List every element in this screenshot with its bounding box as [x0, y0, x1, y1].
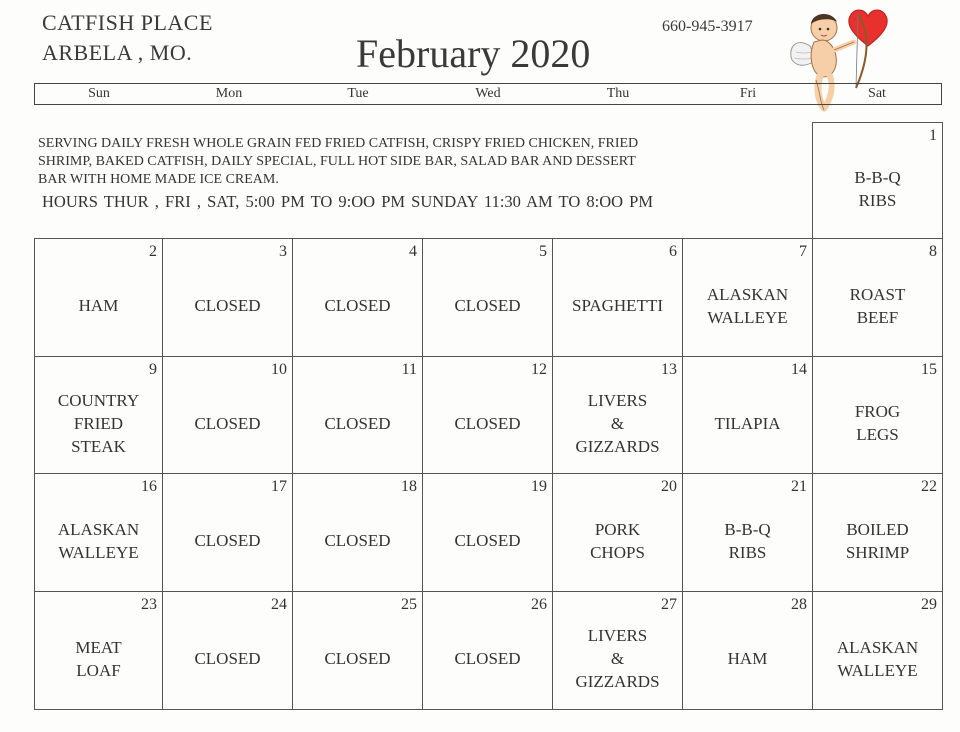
weekday-fri: Fri	[739, 86, 757, 101]
calendar-day-cell	[552, 473, 683, 592]
calendar-day-cell	[292, 356, 423, 474]
day-number: 20	[661, 478, 677, 495]
daily-special: CLOSED	[324, 531, 391, 550]
weekday-sun: Sun	[88, 86, 110, 101]
daily-special: SPAGHETTI	[572, 296, 663, 315]
daily-special: COUNTRY FRIED STEAK	[57, 390, 140, 456]
day-number: 9	[149, 361, 157, 378]
calendar-day-cell	[682, 356, 813, 474]
calendar-day-cell	[162, 473, 293, 592]
calendar-day-cell	[552, 238, 683, 357]
menu-description-line: SERVING DAILY FRESH WHOLE GRAIN FED FRIED CATFISH, CRISPY FRIED CHICKEN, FRIED	[38, 136, 639, 151]
calendar-day-cell	[682, 473, 813, 592]
calendar-title: February 2020	[356, 31, 591, 76]
daily-special: BOILED SHRIMP	[845, 519, 910, 562]
calendar-day-cell	[292, 473, 423, 592]
day-number: 1	[929, 127, 937, 144]
day-number: 23	[141, 596, 157, 613]
day-number: 15	[921, 361, 937, 378]
calendar-day-cell	[34, 238, 163, 357]
daily-special: FROG LEGS	[854, 402, 901, 444]
daily-special: CLOSED	[194, 296, 261, 315]
day-number: 2	[149, 243, 157, 260]
day-number: 21	[791, 478, 807, 495]
calendar-day-cell	[162, 238, 293, 357]
daily-special: CLOSED	[454, 296, 521, 315]
daily-special: MEAT LOAF	[75, 637, 122, 680]
daily-special: ALASKAN WALLEYE	[57, 519, 140, 562]
calendar-day-cell	[34, 473, 163, 592]
weekday-wed: Wed	[475, 86, 501, 101]
calendar-day-cell	[552, 591, 683, 710]
day-number: 4	[409, 243, 417, 260]
day-number: 19	[531, 478, 547, 495]
daily-special: CLOSED	[194, 413, 261, 433]
day-number: 16	[141, 478, 157, 495]
daily-special: CLOSED	[324, 413, 391, 433]
phone-number: 660-945-3917	[662, 18, 753, 35]
daily-special: PORK CHOPS	[590, 519, 645, 562]
day-number: 13	[661, 361, 677, 378]
day-number: 11	[401, 361, 417, 378]
menu-description-line: BAR WITH HOME MADE ICE CREAM.	[38, 172, 279, 187]
daily-special: CLOSED	[324, 296, 391, 315]
day-number: 5	[539, 243, 547, 260]
day-number: 6	[669, 243, 677, 260]
weekday-tue: Tue	[347, 86, 369, 101]
calendar-day-cell	[812, 122, 943, 239]
day-number: 22	[921, 478, 937, 495]
daily-special: B-B-Q RIBS	[724, 519, 771, 562]
day-number: 7	[799, 243, 807, 260]
calendar-day-cell	[292, 238, 423, 357]
daily-special: ROAST BEEF	[849, 284, 906, 327]
calendar-day-cell	[682, 238, 813, 357]
weekday-thu: Thu	[606, 86, 630, 101]
daily-special: HAM	[727, 649, 768, 668]
daily-special: CLOSED	[454, 649, 521, 668]
daily-special: ALASKAN WALLEYE	[706, 284, 789, 327]
daily-special: B-B-Q RIBS	[854, 167, 901, 210]
day-number: 3	[279, 243, 287, 260]
daily-special: LIVERS & GIZZARDS	[575, 390, 660, 456]
daily-special: HAM	[78, 296, 119, 315]
day-number: 24	[271, 596, 287, 613]
day-number: 29	[921, 596, 937, 613]
weekday-header	[34, 83, 942, 105]
day-number: 8	[929, 243, 937, 260]
daily-special: CLOSED	[454, 413, 521, 433]
calendar-day-cell	[34, 356, 163, 474]
business-hours: HOURS THUR , FRI , SAT, 5:00 PM TO 9:OO PM SUNDAY 11:30 AM TO 8:OO PM	[42, 192, 653, 211]
day-number: 10	[271, 361, 287, 378]
day-number: 12	[531, 361, 547, 378]
day-number: 25	[401, 596, 417, 613]
calendar-day-cell	[812, 473, 943, 592]
day-number: 18	[401, 478, 417, 495]
day-number: 27	[661, 596, 677, 613]
menu-description	[38, 135, 808, 189]
menu-description-line: SHRIMP, BAKED CATFISH, DAILY SPECIAL, FULL HOT SIDE BAR, SALAD BAR AND DESSERT	[38, 154, 636, 169]
calendar-day-cell	[34, 591, 163, 710]
daily-special: LIVERS & GIZZARDS	[575, 626, 660, 691]
calendar-day-cell	[682, 591, 813, 710]
calendar-day-cell	[552, 356, 683, 474]
calendar-day-cell	[812, 356, 943, 474]
calendar-day-cell	[162, 591, 293, 710]
day-number: 26	[531, 596, 547, 613]
calendar-day-cell	[812, 238, 943, 357]
calendar-day-cell	[162, 356, 293, 474]
calendar-day-cell	[422, 591, 553, 710]
daily-special: ALASKAN WALLEYE	[836, 637, 919, 680]
daily-special: TILAPIA	[714, 413, 781, 433]
day-number: 14	[791, 361, 807, 378]
weekday-sat: Sat	[868, 86, 886, 101]
daily-special: CLOSED	[194, 649, 261, 668]
calendar-day-cell	[422, 356, 553, 474]
daily-special: CLOSED	[324, 649, 391, 668]
calendar-day-cell	[292, 591, 423, 710]
business-name: CATFISH PLACE	[42, 10, 213, 35]
daily-special: CLOSED	[454, 531, 521, 550]
daily-special: CLOSED	[194, 531, 261, 550]
calendar-day-cell	[422, 238, 553, 357]
day-number: 28	[791, 596, 807, 613]
day-number: 17	[271, 478, 287, 495]
business-city: ARBELA , MO.	[42, 40, 193, 65]
weekday-mon: Mon	[215, 86, 243, 101]
calendar-day-cell	[812, 591, 943, 710]
calendar-day-cell	[422, 473, 553, 592]
